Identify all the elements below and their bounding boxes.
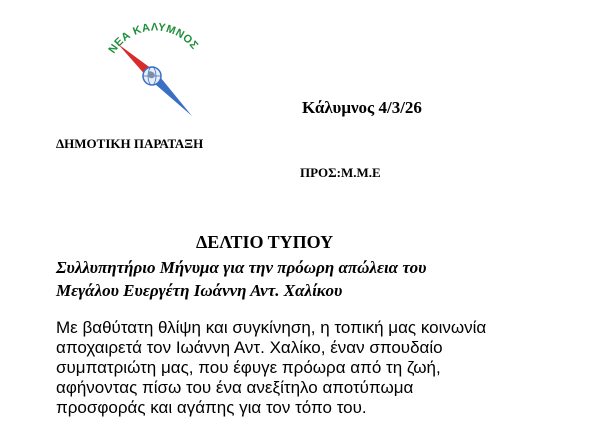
document-title: ΔΕΛΤΙΟ ΤΥΠΟΥ: [196, 232, 334, 252]
body-paragraph: [56, 318, 576, 418]
subject-heading: [56, 256, 556, 302]
place-date: Κάλυμνος 4/3/26: [302, 98, 422, 117]
svg-text:ΝΕΑ ΚΑΛΥΜΝΟΣ: [106, 21, 200, 55]
logo-lettering: ΝΕΑ ΚΑΛΥΜΝΟΣ: [106, 21, 201, 56]
body-line: Με βαθύτατη θλίψη και συγκίνηση, η τοπική μας κοινωνία: [56, 318, 487, 337]
body-line: προσφοράς και αγάπης για τον τόπο του.: [56, 398, 367, 417]
body-line: αφήνοντας πίσω του ένα ανεξίτηλο αποτύπωμα: [56, 378, 414, 397]
recipient-line: ΠΡΟΣ:Μ.Μ.Ε: [300, 165, 381, 180]
subject-line: Συλλυπητήριο Μήνυμα για την πρόωρη απώλεια του: [56, 258, 427, 277]
party-logo: [104, 20, 206, 120]
body-line: αποχαιρετά τον Ιωάννη Αντ. Χαλίκο, έναν σπουδαίο: [56, 338, 443, 357]
subject-line: Μεγάλου Ευεργέτη Ιωάννη Αντ. Χαλίκου: [56, 281, 343, 300]
compass-logo-icon: [104, 20, 206, 120]
organization-name: ΔΗΜΟΤΙΚΗ ΠΑΡΑΤΑΞΗ: [56, 136, 204, 151]
body-line: συμπατριώτη μας, που έφυγε πρόωρα από τη ζωή,: [56, 358, 441, 377]
